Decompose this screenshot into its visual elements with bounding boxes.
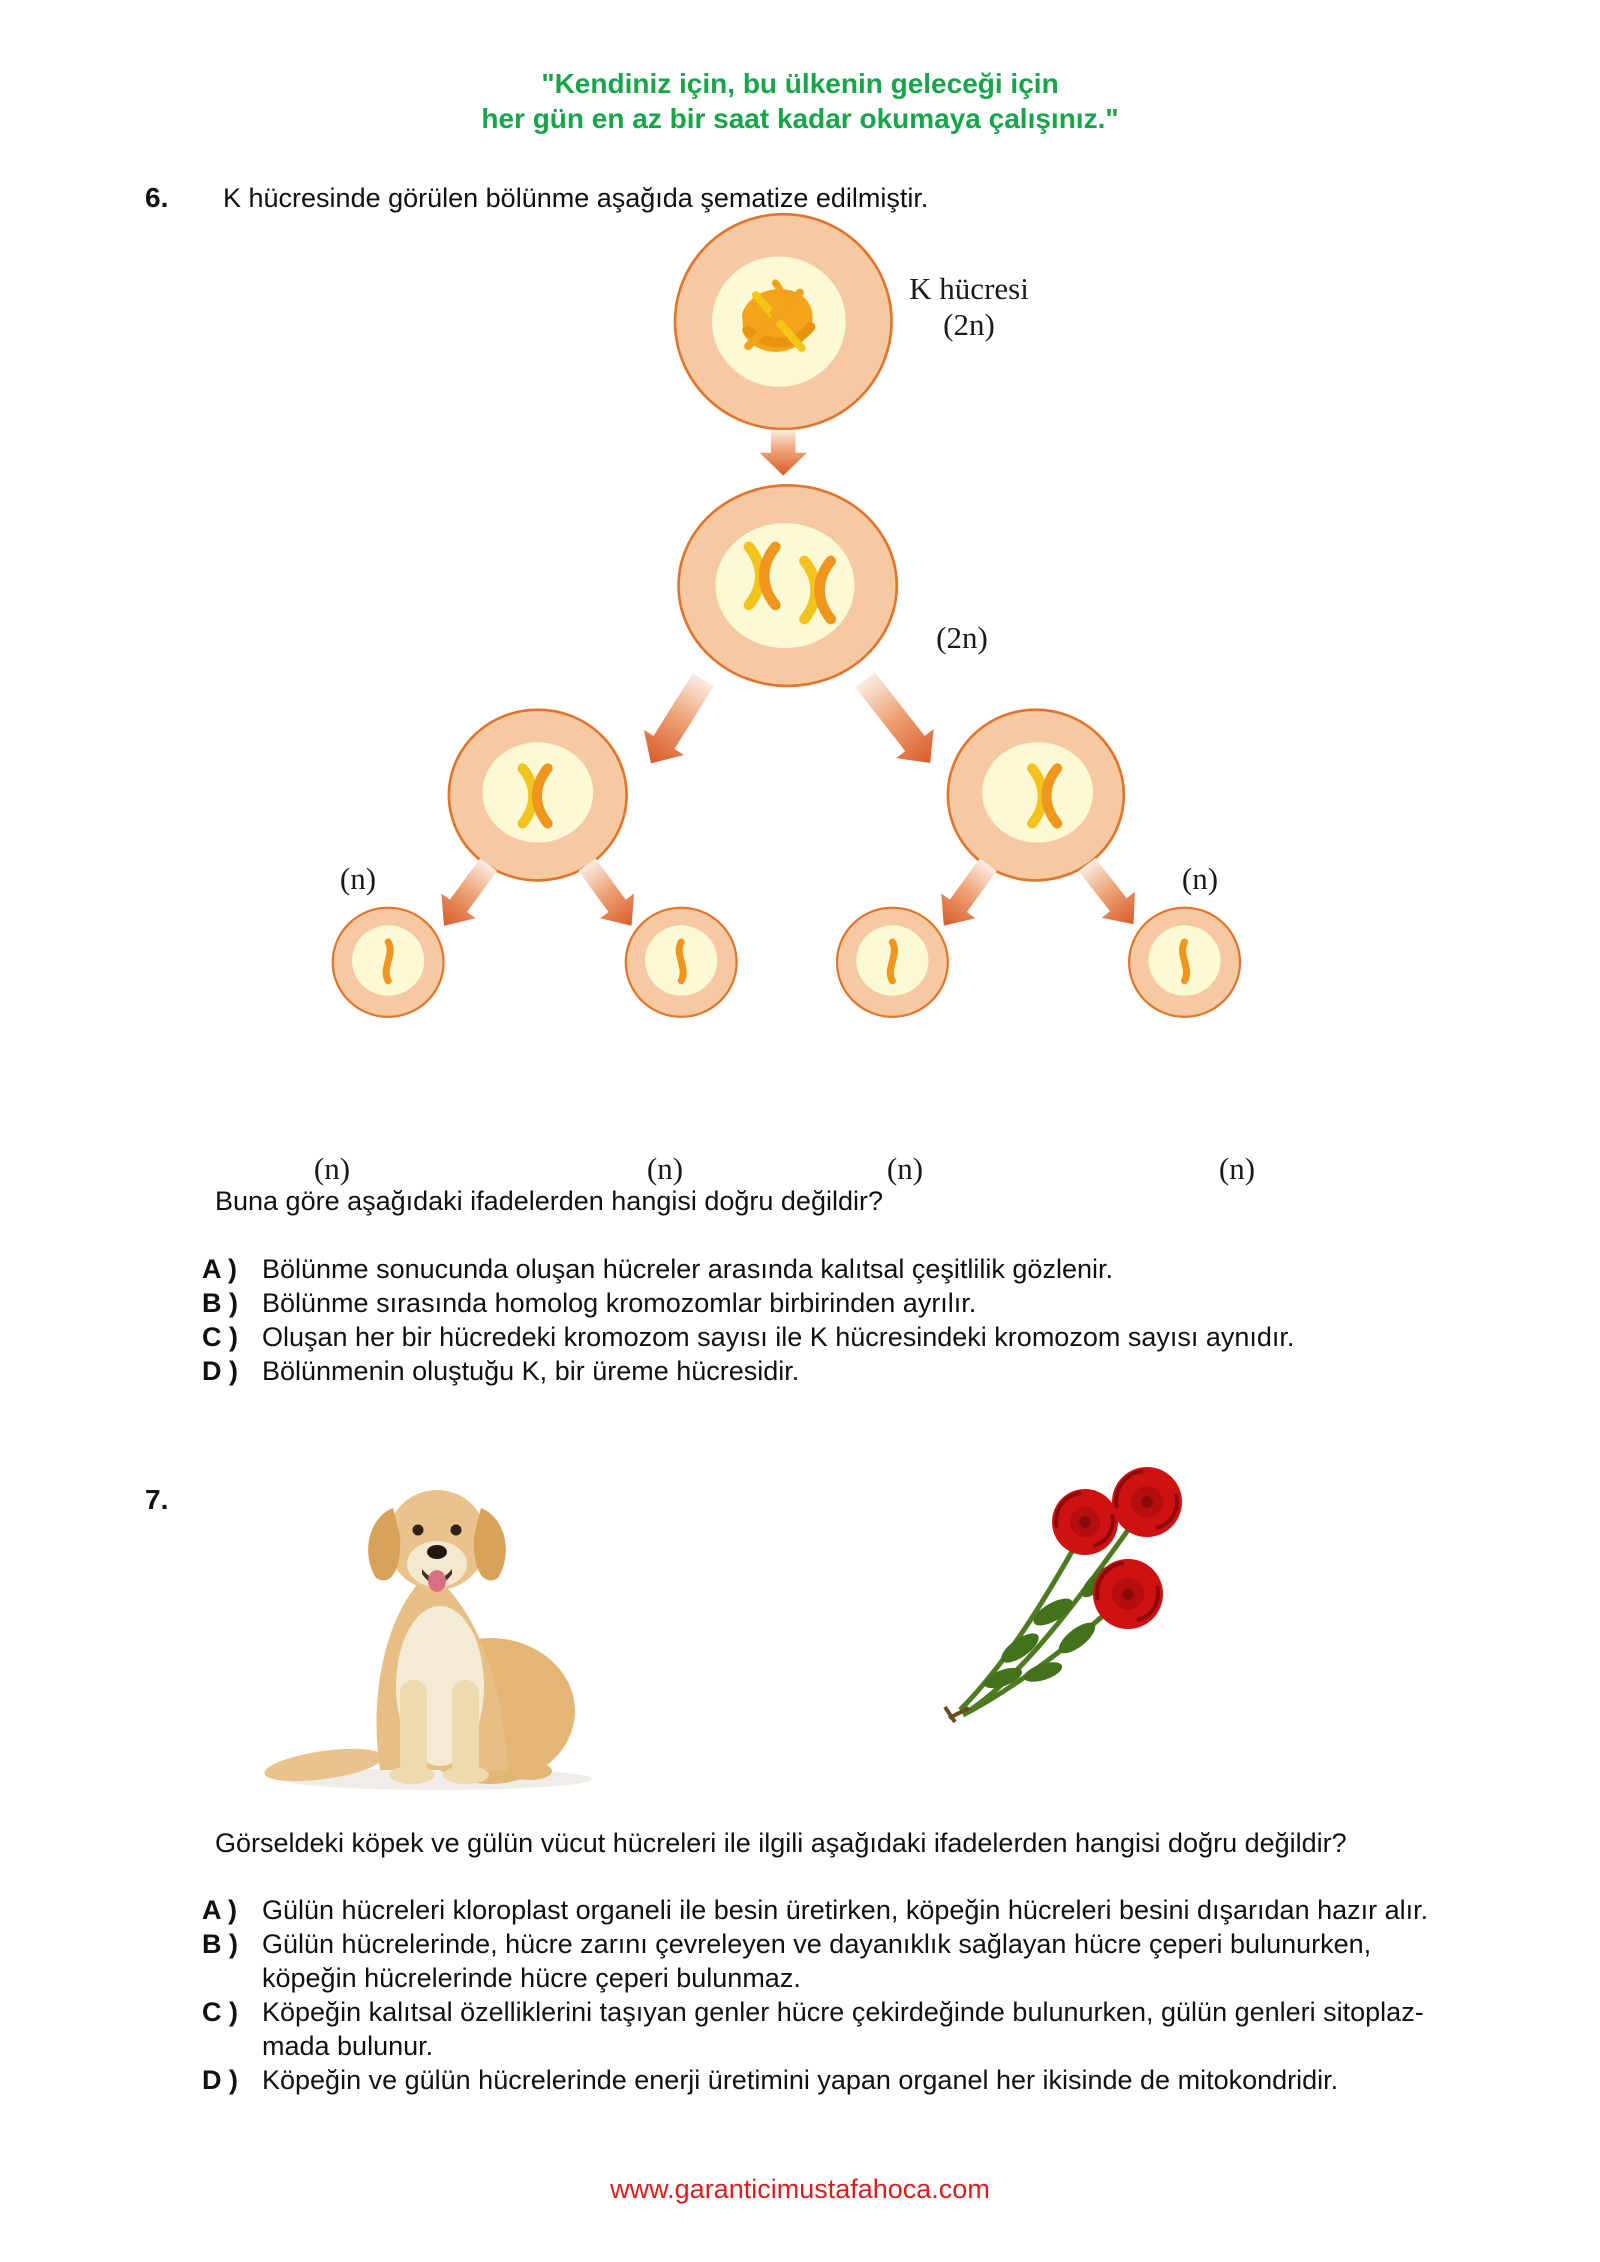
q7-option-a-text: Gülün hücreleri kloroplast organeli ile besin üretirken, köpeğin hücreleri besini dışarıdan hazır alır. [262,1895,1429,1925]
q6-option-a-text: Bölünme sonucunda oluşan hücreler arasında kalıtsal çeşitlilik gözlenir. [262,1254,1113,1284]
haploid-label-bottom-4: (n) [1218,1151,1256,1186]
rose-flower-2 [1112,1467,1182,1537]
roses-image [925,1460,1215,1732]
rose-flower-3 [1093,1559,1163,1629]
gamete-cell-1 [333,908,444,1017]
q7-option-d-text: Köpeğin ve gülün hücrelerinde enerji üretimini yapan organel her ikisinde de mitokondridir. [262,2065,1339,2095]
cell-k [675,214,891,429]
dog-nose [427,1545,447,1559]
q7-option-a-letter: A ) [202,1895,237,1925]
question-7-text: Görseldeki köpek ve gülün vücut hücreleri ile ilgili aşağıdaki ifadelerden hangisi doğru değildir? [215,1828,1347,1858]
rose-flower-1 [1052,1489,1118,1555]
k-cell-ploidy-label: (2n) [943,307,995,342]
q6-option-c-text: Oluşan her bir hücredeki kromozom sayısı ile K hücresindeki kromozom sayısı aynıdır. [262,1322,1295,1352]
q7-option-d-letter: D ) [202,2065,238,2095]
cell-n-right [948,710,1124,881]
q6-option-c [202,1322,1294,1353]
q7-option-c-letter: C ) [202,1997,238,2027]
cell-n-left [449,710,627,881]
k-cell-label: K hücresi [909,271,1029,306]
arrow-down-right [846,665,948,777]
haploid-label-right: (n) [1181,861,1219,896]
q6-option-d [202,1356,799,1387]
q7-option-b-letter: B ) [202,1929,238,1959]
q7-option-b-text-line1: Gülün hücrelerinde, hücre zarını çevreleyen ve dayanıklık sağlayan hücre çeperi bulunurken, [262,1929,1372,1959]
footer-website-url: www.garanticimustafahoca.com [610,2174,990,2204]
stage2-ploidy-label: (2n) [936,620,988,655]
q6-option-d-letter: D ) [202,1356,238,1386]
q6-option-d-text: Bölünmenin oluştuğu K, bir üreme hücresidir. [262,1356,800,1386]
q6-option-b-letter: B ) [202,1288,238,1318]
haploid-label-left: (n) [339,861,377,896]
haploid-label-bottom-1: (n) [313,1151,351,1186]
q6-option-a-letter: A ) [202,1254,237,1284]
q7-option-a [202,1895,1428,1926]
meiosis-diagram [0,150,1600,1250]
q7-option-c-line2: mada bulunur. [262,2031,434,2061]
q7-option-c [202,1997,1424,2028]
q7-option-b [202,1929,1371,1960]
dog-tongue [428,1570,446,1592]
gamete-cell-2 [626,908,737,1017]
header-quote-line1: "Kendiniz için, bu ülkenin geleceği için [541,68,1059,99]
dog-ear-right [474,1508,506,1580]
header-quote [0,66,1600,136]
q6-option-a [202,1254,1113,1285]
cell-2n-metaphase [679,485,897,686]
question-6-text: Buna göre aşağıdaki ifadelerden hangisi doğru değildir? [215,1186,883,1216]
dog-eye [451,1525,462,1536]
arrow-down-1 [760,430,808,476]
gamete-cell-4 [1129,908,1240,1017]
haploid-label-bottom-3: (n) [886,1151,924,1186]
q6-option-b-text: Bölünme sırasında homolog kromozomlar birbirinden ayrılır. [262,1288,977,1318]
header-quote-line2: her gün en az bir saat kadar okumaya çalışınız." [481,103,1119,134]
question-6-stem: K hücresinde görülen bölünme aşağıda şematize edilmiştir. [223,183,929,213]
arrow-down-left [631,667,724,776]
dog-eye [413,1525,424,1536]
dog-image [262,1468,597,1793]
q7-option-d [202,2065,1338,2096]
question-6-number: 6. [145,182,169,213]
q7-option-b-line2: köpeğin hücrelerinde hücre çeperi bulunmaz. [262,1963,801,1993]
q7-option-c-text-line1: Köpeğin kalıtsal özelliklerini taşıyan genler hücre çekirdeğinde bulunurken, gülün genleri sitoplaz- [262,1997,1424,2027]
haploid-label-bottom-2: (n) [646,1151,684,1186]
q6-option-c-letter: C ) [202,1322,238,1352]
gamete-cell-3 [837,908,948,1017]
q6-option-b [202,1288,976,1319]
dog-ear-left [368,1508,400,1580]
question-7-number: 7. [145,1484,169,1515]
